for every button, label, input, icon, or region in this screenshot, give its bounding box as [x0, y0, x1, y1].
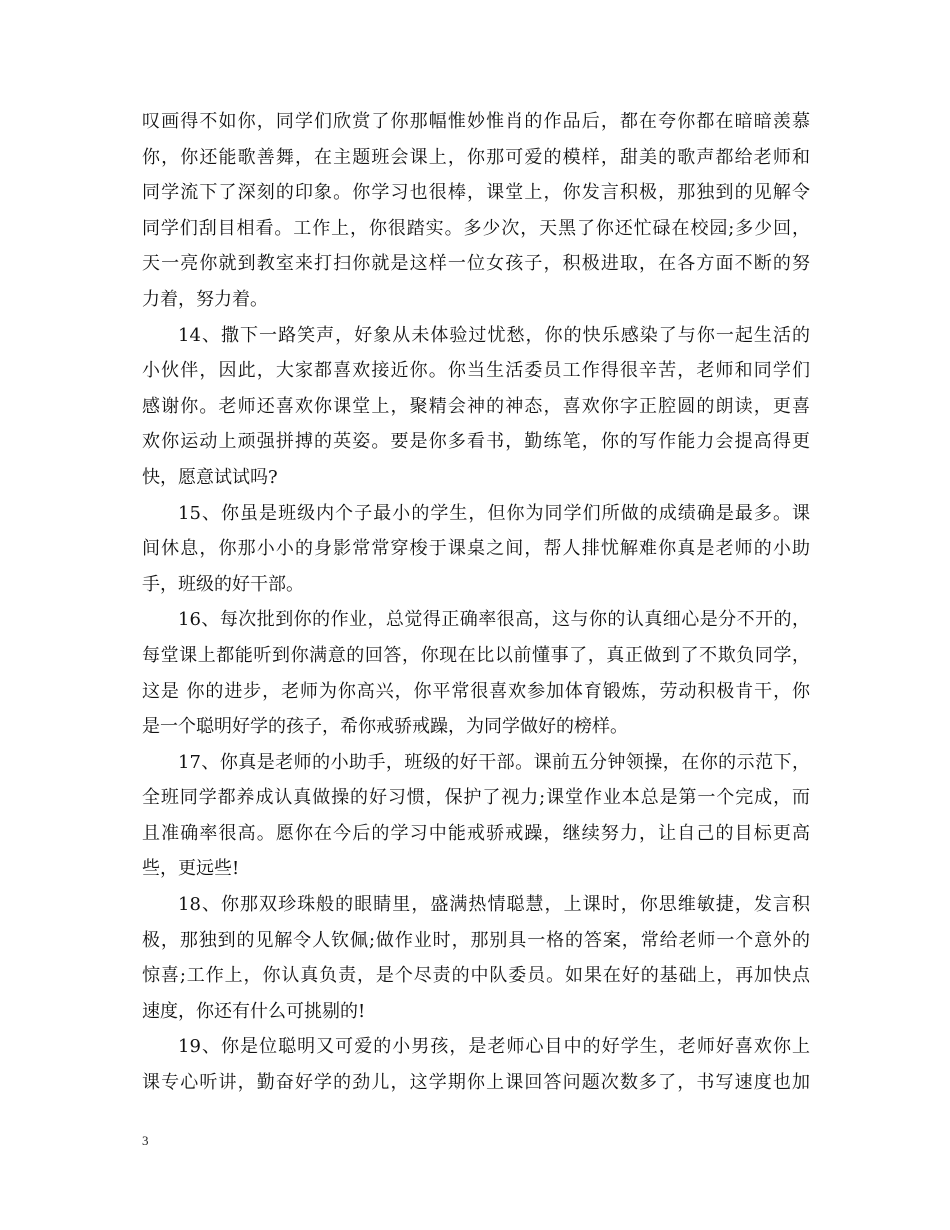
text-line: 17、你真是老师的小助手，班级的好干部。课前五分钟领操，在你的示范下， [178, 751, 810, 773]
text-line: 课专心听讲，勤奋好学的劲儿，这学期你上课回答问题次数多了，书写速度也加 [142, 1072, 810, 1094]
text-line: 18、你那双珍珠般的眼睛里，盛满热情聪慧，上课时，你思维敏捷，发言积 [178, 894, 810, 916]
text-line: 同学流下了深刻的印象。你学习也很棒，课堂上，你发言积极，那独到的见解令 [142, 182, 810, 204]
text-line: 叹画得不如你，同学们欣赏了你那幅惟妙惟肖的作品后，都在夸你都在暗暗羡慕 [142, 111, 810, 132]
text-line: 力着，努力着。 [142, 288, 268, 310]
text-line: 15、你虽是班级内个子最小的学生，但你为同学们所做的成绩确是最多。课 [178, 502, 810, 524]
text-line: 天一亮你就到教室来打扫你就是这样一位女孩子，积极进取，在各方面不断的努 [142, 253, 810, 275]
paragraph [142, 745, 810, 887]
text-line: 极，那独到的见解令人钦佩;做作业时，那别具一格的答案，常给老师一个意外的 [142, 929, 810, 951]
paragraph [142, 1029, 810, 1100]
paragraph [142, 887, 810, 1029]
text-line: 你，你还能歌善舞，在主题班会课上，你那可爱的模样，甜美的歌声都给老师和 [142, 146, 810, 168]
text-line: 每堂课上都能听到你满意的回答，你现在比以前懂事了，真正做到了不欺负同学， [142, 644, 810, 666]
text-line: 全班同学都养成认真做操的好习惯，保护了视力;课堂作业本总是第一个完成，而 [142, 787, 810, 809]
text-line: 感谢你。老师还喜欢你课堂上，聚精会神的神态，喜欢你字正腔圆的朗读，更喜 [142, 395, 810, 417]
text-line: 是一个聪明好学的孩子，希你戒骄戒躁，为同学做好的榜样。 [142, 716, 628, 738]
text-line: 手，班级的好干部。 [142, 573, 304, 595]
text-line: 同学们刮目相看。工作上，你很踏实。多少次，天黑了你还忙碌在校园;多少回， [142, 217, 810, 239]
text-line: 19、你是位聪明又可爱的小男孩，是老师心目中的好学生，老师好喜欢你上 [178, 1036, 810, 1058]
document-body [142, 104, 810, 1101]
text-line: 间休息，你那小小的身影常常穿梭于课桌之间，帮人排忧解难你真是老师的小助 [142, 538, 810, 560]
text-line: 快，愿意试试吗? [142, 466, 278, 488]
text-line: 速度，你还有什么可挑剔的! [142, 1000, 366, 1022]
paragraph [142, 318, 810, 496]
text-line: 14、撒下一路笑声，好象从未体验过忧愁，你的快乐感染了与你一起生活的 [178, 324, 810, 346]
text-line: 16、每次批到你的作业，总觉得正确率很高，这与你的认真细心是分不开的， [178, 609, 810, 631]
text-line: 小伙伴，因此，大家都喜欢接近你。你当生活委员工作得很辛苦，老师和同学们 [142, 360, 810, 382]
page-number: 3 [142, 1133, 149, 1148]
text-line: 且准确率很高。愿你在今后的学习中能戒骄戒躁，继续努力，让自己的目标更高 [142, 822, 810, 844]
text-line: 些，更远些! [142, 858, 240, 880]
paragraph [142, 104, 810, 318]
text-line: 惊喜;工作上，你认真负责，是个尽责的中队委员。如果在好的基础上，再加快点 [142, 965, 810, 987]
paragraph [142, 496, 810, 603]
text-line: 这是 你的进步，老师为你高兴，你平常很喜欢参加体育锻炼，劳动积极肯干，你 [142, 680, 810, 702]
paragraph [142, 602, 810, 744]
text-line: 欢你运动上顽强拼搏的英姿。要是你多看书，勤练笔，你的写作能力会提高得更 [142, 431, 810, 453]
